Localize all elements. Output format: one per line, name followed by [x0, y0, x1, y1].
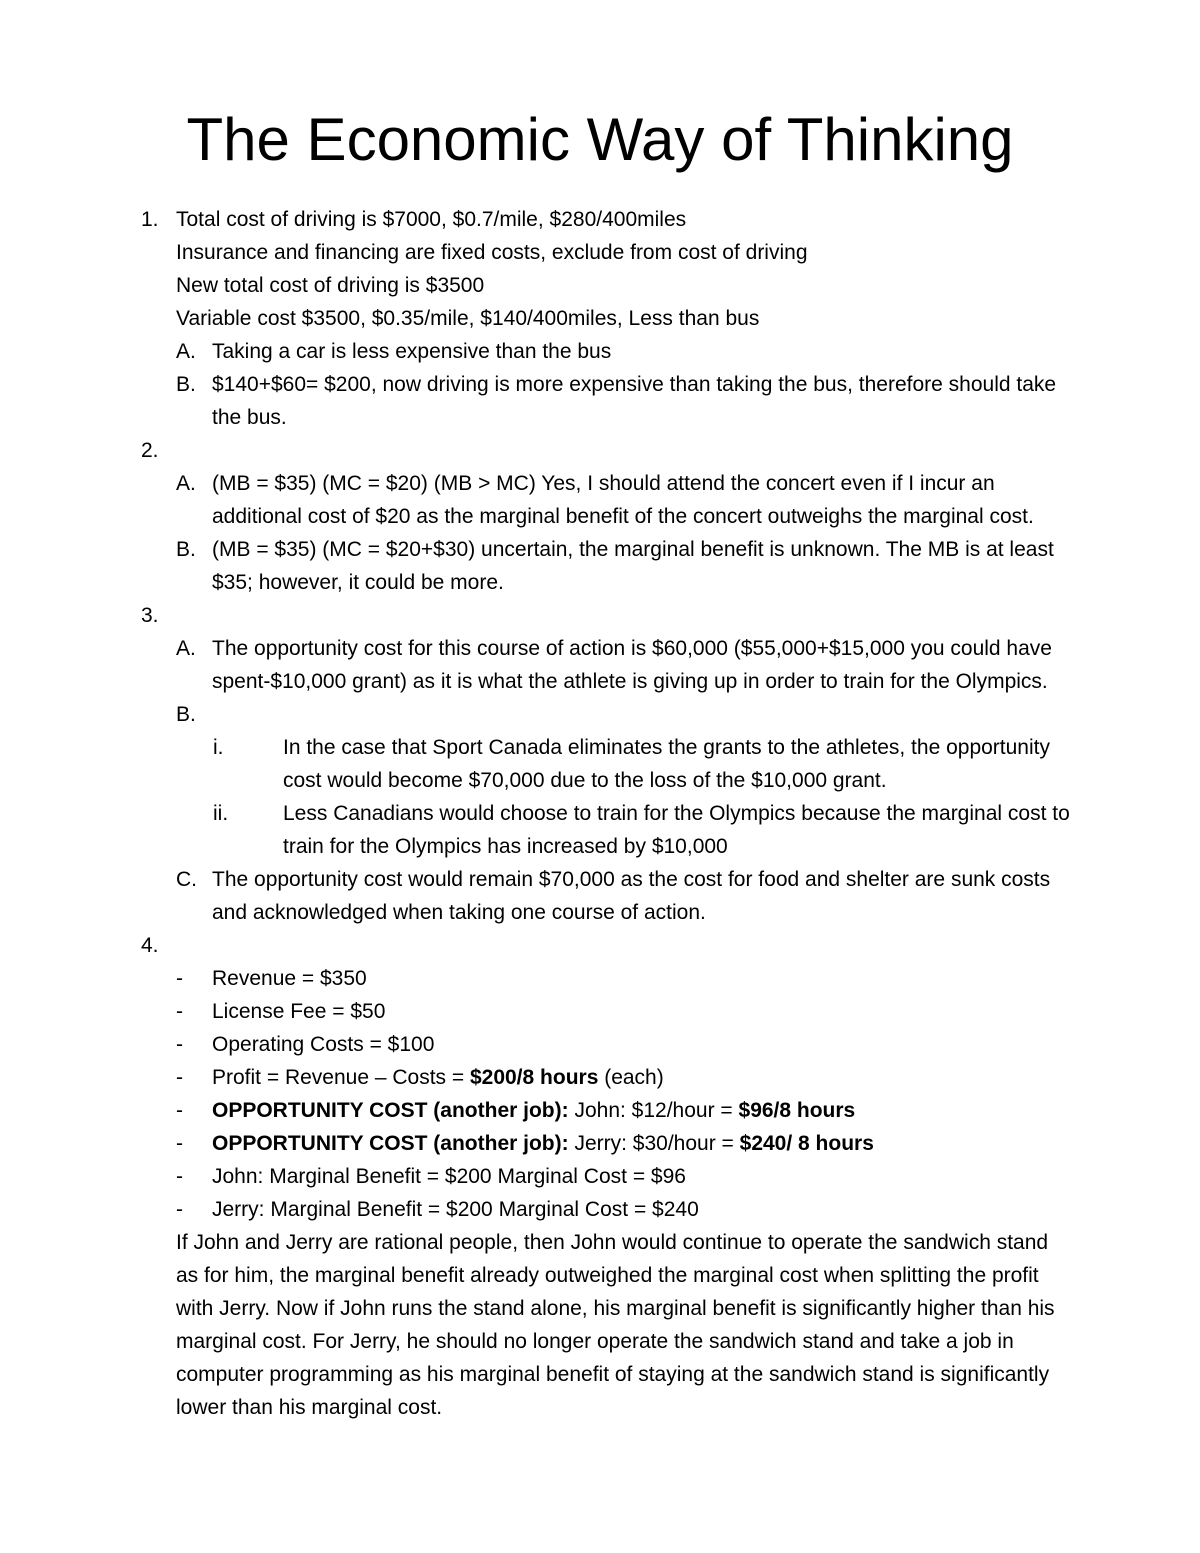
- q4-paragraph-line-5: computer programming as his marginal benefit of staying at the sandwich stand is significantly: [176, 1363, 1050, 1386]
- q3-c-line-1: The opportunity cost would remain $70,000 as the cost for food and shelter are sunk costs: [212, 868, 1051, 891]
- q4-opportunity-john: [212, 1094, 855, 1127]
- q4-opp-john-value: $96/8 hours: [738, 1099, 856, 1122]
- q3-a-line-2: spent-$10,000 grant) as it is what the athlete is giving up in order to train for the Olympics.: [212, 670, 1048, 693]
- bullet-dash: -: [176, 1033, 183, 1056]
- q4-opp-john-label: OPPORTUNITY COST (another job):: [212, 1099, 569, 1122]
- q4-opp-jerry-value: $240/ 8 hours: [739, 1132, 874, 1155]
- q4-paragraph-line-2: as for him, the marginal benefit already outweighed the marginal cost when splitting the profit: [176, 1264, 1039, 1287]
- q2-number: 2.: [141, 439, 159, 462]
- q4-profit: [212, 1061, 664, 1094]
- q4-revenue: Revenue = $350: [212, 967, 367, 990]
- q1-line-1: Total cost of driving is $7000, $0.7/mile, $280/400miles: [176, 208, 687, 231]
- q3-b-label: B.: [176, 703, 196, 726]
- q1-b-label: B.: [176, 373, 196, 396]
- bullet-dash: -: [176, 1165, 183, 1188]
- q2-a-line-1: (MB = $35) (MC = $20) (MB > MC) Yes, I should attend the concert even if I incur an: [212, 472, 995, 495]
- q1-line-2: Insurance and financing are fixed costs, exclude from cost of driving: [176, 241, 808, 264]
- q4-license-fee: License Fee = $50: [212, 1000, 386, 1023]
- q4-profit-value: $200/8 hours: [469, 1066, 599, 1089]
- q3-b-ii-line-1: Less Canadians would choose to train for the Olympics because the marginal cost to: [283, 802, 1070, 825]
- q1-a-label: A.: [176, 340, 196, 363]
- q2-b-line-2: $35; however, it could be more.: [212, 571, 504, 594]
- q4-john-marginal: John: Marginal Benefit = $200 Marginal Cost = $96: [212, 1165, 686, 1188]
- q3-b-ii-label: ii.: [213, 802, 229, 825]
- q4-paragraph-line-6: lower than his marginal cost.: [176, 1396, 443, 1419]
- q1-b-line-1: $140+$60= $200, now driving is more expensive than taking the bus, therefore should take: [212, 373, 1057, 396]
- bullet-dash: -: [176, 1000, 183, 1023]
- q2-b-label: B.: [176, 538, 196, 561]
- q4-operating-costs: Operating Costs = $100: [212, 1033, 435, 1056]
- q4-number: 4.: [141, 934, 159, 957]
- q1-b-line-2: the bus.: [212, 406, 287, 429]
- bullet-dash: -: [176, 967, 183, 990]
- q4-profit-suffix: (each): [598, 1066, 664, 1089]
- q3-number: 3.: [141, 604, 159, 627]
- bullet-dash: -: [176, 1099, 183, 1122]
- q4-paragraph-line-4: marginal cost. For Jerry, he should no longer operate the sandwich stand and take a job in: [176, 1330, 1014, 1353]
- page-title: The Economic Way of Thinking: [186, 106, 1014, 173]
- q4-opp-jerry-label: OPPORTUNITY COST (another job):: [212, 1132, 569, 1155]
- q4-profit-label: Profit = Revenue – Costs =: [212, 1066, 470, 1089]
- q2-a-label: A.: [176, 472, 196, 495]
- bullet-dash: -: [176, 1132, 183, 1155]
- q4-opp-john-rate: John: $12/hour =: [568, 1099, 739, 1122]
- q3-b-i-line-1: In the case that Sport Canada eliminates the grants to the athletes, the opportunity: [283, 736, 1050, 759]
- bullet-dash: -: [176, 1198, 183, 1221]
- q4-paragraph-line-1: If John and Jerry are rational people, then John would continue to operate the sandwich stand: [176, 1231, 1049, 1254]
- q3-b-i-line-2: cost would become $70,000 due to the loss of the $10,000 grant.: [283, 769, 887, 792]
- q2-a-line-2: additional cost of $20 as the marginal benefit of the concert outweighs the marginal cost.: [212, 505, 1034, 528]
- q4-opp-jerry-rate: Jerry: $30/hour =: [568, 1132, 740, 1155]
- q3-b-ii-line-2: train for the Olympics has increased by $10,000: [283, 835, 728, 858]
- q3-c-label: C.: [176, 868, 197, 891]
- q1-a-text: Taking a car is less expensive than the bus: [212, 340, 612, 363]
- q1-line-4: Variable cost $3500, $0.35/mile, $140/400miles, Less than bus: [176, 307, 760, 330]
- q3-c-line-2: and acknowledged when taking one course of action.: [212, 901, 706, 924]
- q3-a-label: A.: [176, 637, 196, 660]
- q3-a-line-1: The opportunity cost for this course of action is $60,000 ($55,000+$15,000 you could have: [212, 637, 1052, 660]
- q3-b-i-label: i.: [213, 736, 224, 759]
- q2-b-line-1: (MB = $35) (MC = $20+$30) uncertain, the marginal benefit is unknown. The MB is at least: [212, 538, 1054, 561]
- q1-number: 1.: [141, 208, 159, 231]
- q4-jerry-marginal: Jerry: Marginal Benefit = $200 Marginal Cost = $240: [212, 1198, 699, 1221]
- q4-paragraph-line-3: with Jerry. Now if John runs the stand alone, his marginal benefit is significantly higher than his: [176, 1297, 1055, 1320]
- q1-line-3: New total cost of driving is $3500: [176, 274, 485, 297]
- q4-opportunity-jerry: [212, 1127, 874, 1160]
- bullet-dash: -: [176, 1066, 183, 1089]
